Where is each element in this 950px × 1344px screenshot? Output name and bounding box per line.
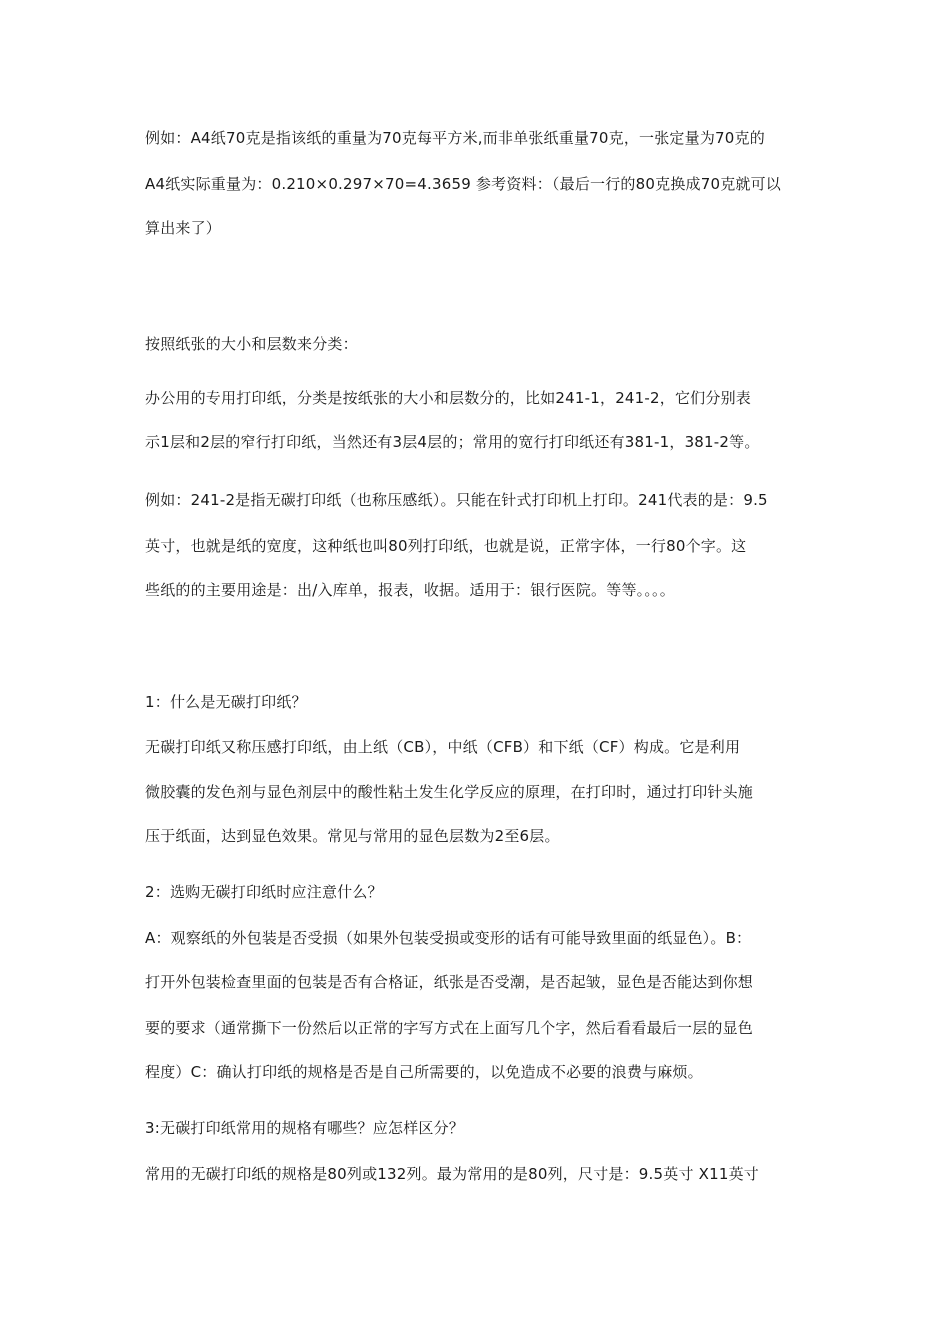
paragraph-line: 要的要求（通常撕下一份然后以正常的字写方式在上面写几个字，然后看看最后一层的显色 xyxy=(145,1019,754,1037)
paragraph-line: 例如：241-2是指无碳打印纸（也称压感纸）。只能在针式打印机上打印。241代表的是：9.5 xyxy=(145,491,768,509)
paragraph-line: 压于纸面，达到显色效果。常见与常用的显色层数为2至6层。 xyxy=(145,827,560,845)
question-heading: 2：选购无碳打印纸时应注意什么？ xyxy=(145,883,383,901)
question-heading: 3:无碳打印纸常用的规格有哪些？应怎样区分？ xyxy=(145,1119,464,1137)
paragraph-line: 英寸，也就是纸的宽度，这种纸也叫80列打印纸，也就是说，正常字体，一行80个字。这 xyxy=(145,537,747,555)
section-heading: 按照纸张的大小和层数来分类： xyxy=(145,335,358,353)
paragraph-line: 程度）C：确认打印纸的规格是否是自己所需要的，以免造成不必要的浪费与麻烦。 xyxy=(145,1063,703,1081)
paragraph-line: 些纸的的主要用途是：出/入库单，报表，收据。适用于：银行医院。等等。。。。 xyxy=(145,581,675,599)
paragraph-line: 办公用的专用打印纸，分类是按纸张的大小和层数分的，比如241-1，241-2，它们分别表 xyxy=(145,389,751,407)
paragraph-line: 常用的无碳打印纸的规格是80列或132列。最为常用的是80列，尺寸是：9.5英寸 X11英寸 xyxy=(145,1165,759,1183)
paragraph-line: 算出来了） xyxy=(145,219,222,237)
paragraph-line: A4纸实际重量为：0.210×0.297×70=4.3659 参考资料：（最后一行的80克换成70克就可以 xyxy=(145,175,782,193)
paragraph-line: 无碳打印纸又称压感打印纸，由上纸（CB），中纸（CFB）和下纸（CF）构成。它是利用 xyxy=(145,738,741,756)
paragraph-line: 示1层和2层的窄行打印纸，当然还有3层4层的；常用的宽行打印纸还有381-1，381-2等。 xyxy=(145,433,760,451)
paragraph-line: A：观察纸的外包装是否受损（如果外包装受损或变形的话有可能导致里面的纸显色）。B： xyxy=(145,929,752,947)
question-heading: 1：什么是无碳打印纸？ xyxy=(145,693,307,711)
paragraph-line: 微胶囊的发色剂与显色剂层中的酸性粘土发生化学反应的原理，在打印时，通过打印针头施 xyxy=(145,783,754,801)
paragraph-line: 打开外包装检查里面的包装是否有合格证，纸张是否受潮，是否起皱，显色是否能达到你想 xyxy=(145,973,754,991)
paragraph-line: 例如：A4纸70克是指该纸的重量为70克每平方米,而非单张纸重量70克，一张定量为70克的 xyxy=(145,129,765,147)
